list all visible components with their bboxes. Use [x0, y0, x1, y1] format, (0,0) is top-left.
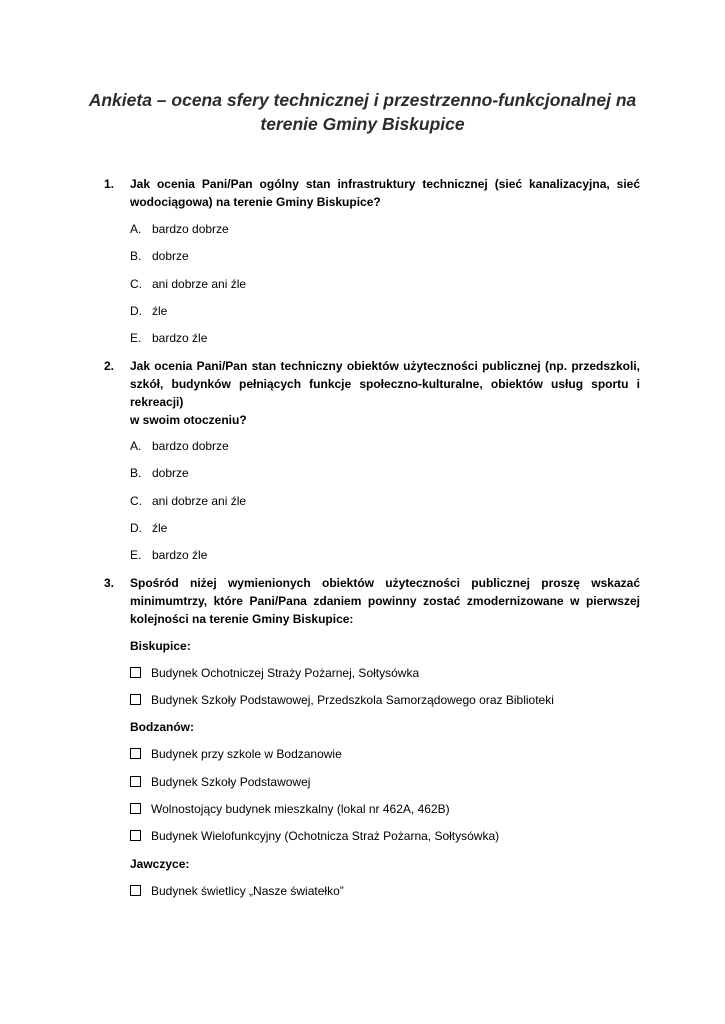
question-3 [104, 574, 640, 628]
checkbox-icon[interactable] [130, 830, 141, 841]
option-d[interactable]: D. źle [130, 304, 168, 318]
checkbox-icon[interactable] [130, 776, 141, 787]
option-e[interactable]: E. bardzo źle [130, 548, 208, 562]
option-d[interactable]: D. źle [130, 521, 168, 535]
checkbox-item[interactable]: Budynek Wielofunkcyjny (Ochotnicza Straż Pożarna, Sołtysówka) [130, 828, 499, 844]
checkbox-icon[interactable] [130, 694, 141, 705]
question-number: 2. [104, 359, 115, 373]
question-text: Jak ocenia Pani/Pan stan techniczny obiektów użyteczności publicznej (np. przedszkoli, szkół, budynków pełniących funkcje społeczno-kulturalne, obiektów usług sportu i rekreacji) w swoim otoczeniu? [130, 359, 640, 427]
option-b[interactable]: B. dobrze [130, 249, 189, 263]
question-text: Jak ocenia Pani/Pan ogólny stan infrastruktury technicznej (sieć kanalizacyjna, sieć wodociągowa) na terenie Gminy Biskupice? [130, 177, 640, 209]
checkbox-item[interactable]: Budynek świetlicy „Nasze światełko” [130, 883, 344, 899]
question-text: Spośród niżej wymienionych obiektów użyteczności publicznej proszę wskazać minimumtrzy, które Pani/Pana zdaniem powinny zostać zmodernizowane w pierwszej kolejności na terenie Gminy Biskupice: [130, 576, 640, 626]
group-label-biskupice: Biskupice: [130, 639, 191, 653]
checkbox-icon[interactable] [130, 748, 141, 759]
option-b[interactable]: B. dobrze [130, 466, 189, 480]
question-number: 1. [104, 177, 115, 191]
checkbox-icon[interactable] [130, 667, 141, 678]
option-c[interactable]: C. ani dobrze ani źle [130, 277, 247, 291]
checkbox-item[interactable]: Budynek Szkoły Podstawowej, Przedszkola Samorządowego oraz Biblioteki [130, 692, 554, 708]
question-1 [104, 175, 640, 211]
question-number: 3. [104, 576, 115, 590]
checkbox-icon[interactable] [130, 885, 141, 896]
page-title: Ankieta – ocena sfery technicznej i przestrzenno-funkcjonalnej na terenie Gminy Biskupice [88, 90, 637, 134]
group-label-bodzanow: Bodzanów: [130, 720, 194, 734]
checkbox-item[interactable]: Budynek Szkoły Podstawowej [130, 774, 310, 790]
checkbox-icon[interactable] [130, 803, 141, 814]
option-e[interactable]: E. bardzo źle [130, 331, 208, 345]
checkbox-item[interactable]: Budynek przy szkole w Bodzanowie [130, 746, 342, 762]
checkbox-item[interactable]: Wolnostojący budynek mieszkalny (lokal nr 462A, 462B) [130, 801, 450, 817]
group-label-jawczyce: Jawczyce: [130, 857, 190, 871]
option-c[interactable]: C. ani dobrze ani źle [130, 494, 247, 508]
question-2 [104, 357, 640, 429]
checkbox-item[interactable]: Budynek Ochotniczej Straży Pożarnej, Sołtysówka [130, 665, 419, 681]
option-a[interactable]: A. bardzo dobrze [130, 439, 229, 453]
option-a[interactable]: A. bardzo dobrze [130, 222, 229, 236]
